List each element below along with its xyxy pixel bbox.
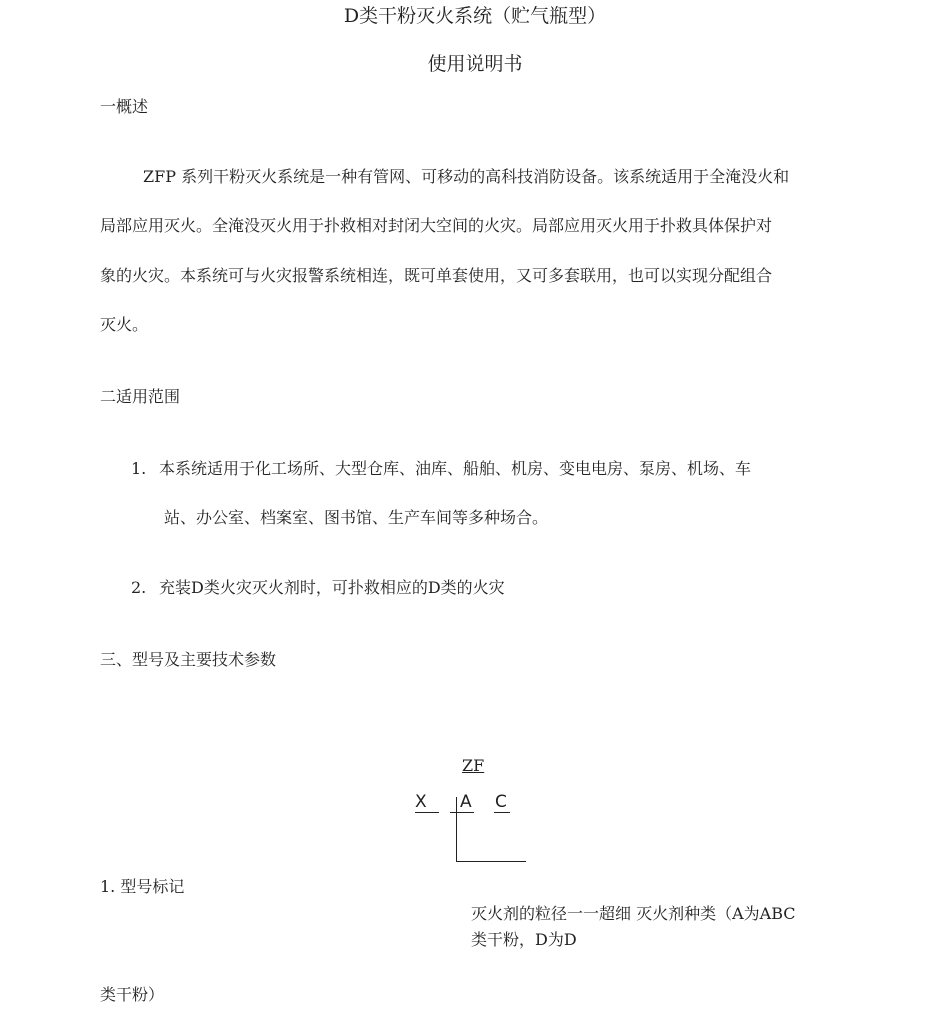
paragraph-line: 局部应用灭火。全淹没灭火用于扑救相对封闭大空间的火灾。局部应用灭火用于扑救具体保护对 [100, 216, 773, 235]
annotation-line: 类干粉，D为D [471, 930, 577, 949]
paragraph-line: 象的火灾。本系统可与火灾报警系统相连，既可单套使用，又可多套联用，也可以实现分配组合 [100, 266, 773, 285]
model-prefix: ZF [462, 756, 485, 775]
bracket-vertical-line [456, 797, 457, 862]
footer-line: 类干粉） [100, 985, 165, 1004]
underline-c [494, 812, 510, 813]
document-subtitle: 使用说明书 [427, 53, 523, 75]
list-item-line: 本系统适用于化工场所、大型仓库、油库、船舶、机房、变电电房、泵房、机场、车 [159, 459, 752, 478]
model-letter-c: C [495, 792, 507, 812]
list-item-line: 站、办公室、档案室、图书馆、生产车间等多种场合。 [164, 508, 549, 527]
annotation-line: 灭火剂的粒径一一超细 灭火剂种类（A为ABC [471, 904, 796, 923]
list-item-number: 2. [131, 578, 147, 597]
section-1-heading: 一概述 [100, 97, 149, 116]
underline-x [415, 812, 439, 813]
underline-a [450, 812, 474, 813]
model-letter-x: X [415, 792, 427, 812]
list-item-line: 充装D类火灾灭火剂时，可扑救相应的D类的火灾 [159, 578, 505, 597]
paragraph-line: ZFP 系列干粉灭火系统是一种有管网、可移动的高科技消防设备。该系统适用于全淹没火和 [143, 167, 790, 186]
section-2-heading: 二适用范围 [100, 387, 181, 406]
section-3-heading: 三、型号及主要技术参数 [100, 650, 277, 669]
list-item-number: 1. [131, 459, 147, 478]
document-title: D类干粉灭火系统（贮气瓶型） [343, 5, 607, 27]
bracket-horizontal-line [456, 861, 526, 862]
paragraph-line: 灭火。 [100, 315, 149, 334]
model-mark-label: 1. 型号标记 [100, 877, 185, 896]
model-letter-a: A [460, 792, 472, 812]
